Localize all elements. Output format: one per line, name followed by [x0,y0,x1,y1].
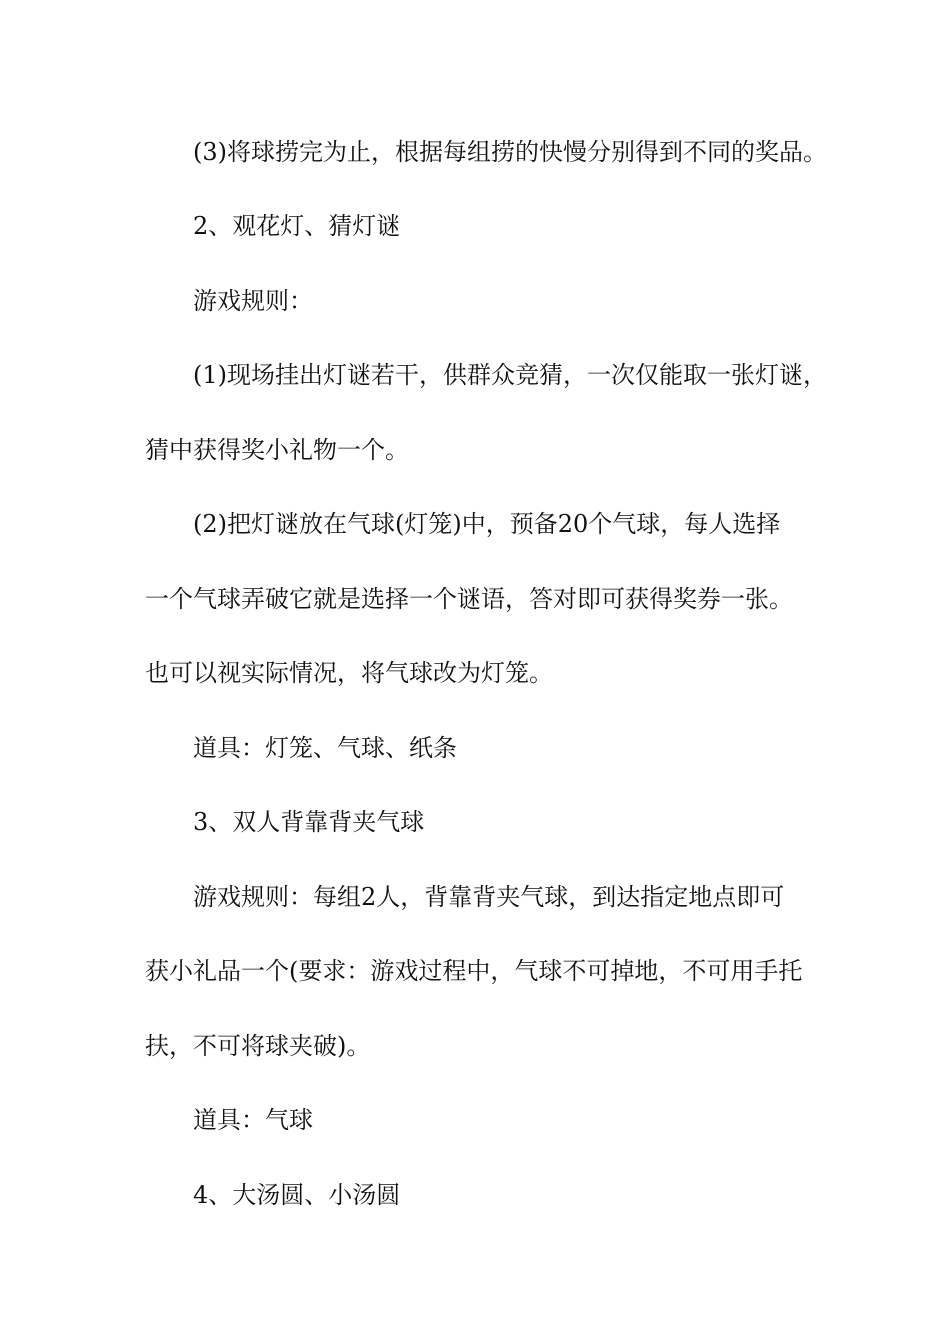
props-line: 道具：灯笼、气球、纸条 [193,734,457,762]
paragraph-rule-1-line-2: 猜中获得奖小礼物一个。 [145,436,409,464]
rules-paragraph-line-1: 游戏规则：每组2人，背靠背夹气球，到达指定地点即可 [193,883,785,911]
rules-paragraph-line-3: 扶，不可将球夹破)。 [145,1032,371,1060]
paragraph-rule-2-line-1: (2)把灯谜放在气球(灯笼)中，预备20个气球，每人选择 [193,510,781,538]
paragraph-rule-2-line-3: 也可以视实际情况，将气球改为灯笼。 [145,659,553,687]
rules-paragraph-line-2: 获小礼品一个(要求：游戏过程中，气球不可掉地，不可用手托 [145,957,803,985]
section-heading-2: 2、观花灯、猜灯谜 [193,212,401,240]
section-heading-4: 4、大汤圆、小汤圆 [193,1181,401,1209]
paragraph-rule-1-line-1: (1)现场挂出灯谜若干，供群众竞猜，一次仅能取一张灯谜， [193,361,827,389]
paragraph-rule-2-line-2: 一个气球弄破它就是选择一个谜语，答对即可获得奖券一张。 [145,585,793,613]
props-line-2: 道具：气球 [193,1106,313,1134]
paragraph-rule-3-line: (3)将球捞完为止，根据每组捞的快慢分别得到不同的奖品。 [193,138,827,166]
rules-label: 游戏规则： [193,287,313,315]
section-heading-3: 3、双人背靠背夹气球 [193,808,425,836]
